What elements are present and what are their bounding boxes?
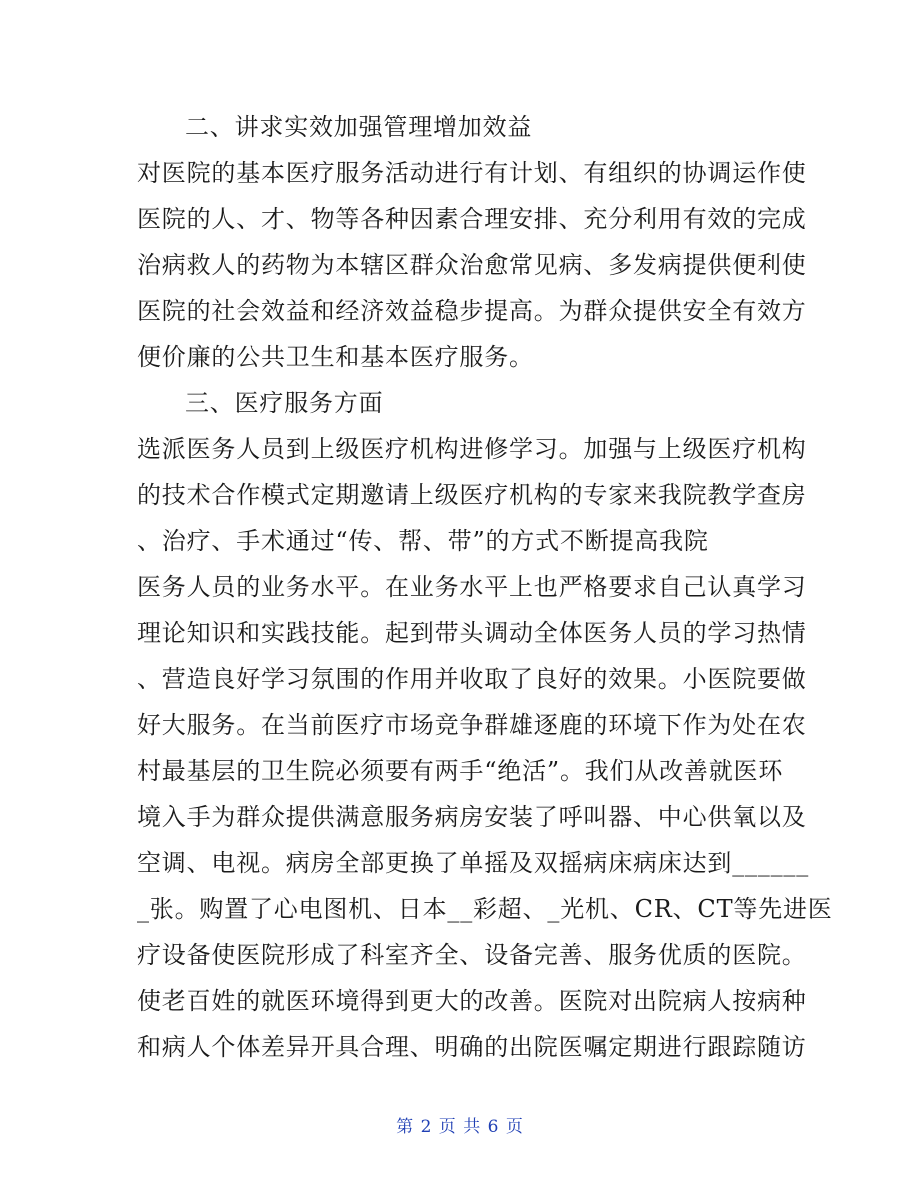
paragraph-line: 境入手为群众提供满意服务病房安装了呼叫器、中心供氧以及 <box>137 803 807 831</box>
paragraph-line: 对医院的基本医疗服务活动进行有计划、有组织的协调运作使 <box>137 159 807 187</box>
page-number-footer: 第 2 页 共 6 页 <box>396 1117 524 1137</box>
paragraph-line: 疗设备使医院形成了科室齐全、设备完善、服务优质的医院。 <box>137 941 807 969</box>
paragraph-line: 治病救人的药物为本辖区群众治愈常见病、多发病提供便利使 <box>137 251 807 279</box>
paragraph-line: 医院的人、才、物等各种因素合理安排、充分利用有效的完成 <box>137 205 807 233</box>
paragraph-line: 、治疗、手术通过“传、帮、带”的方式不断提高我院 <box>137 527 709 555</box>
paragraph-line: 、营造良好学习氛围的作用并收取了良好的效果。小医院要做 <box>137 665 807 693</box>
paragraph-line: _张。购置了心电图机、日本__彩超、_光机、CR、CT等先进医 <box>137 895 833 923</box>
section-heading-3: 三、医疗服务方面 <box>185 389 384 417</box>
paragraph-line: 空调、电视。病房全部更换了单摇及双摇病床病床达到______ <box>137 849 809 877</box>
document-body <box>137 104 833 1070</box>
paragraph-line: 和病人个体差异开具合理、明确的出院医嘱定期进行跟踪随访 <box>137 1033 807 1061</box>
paragraph-line: 使老百姓的就医环境得到更大的改善。医院对出院病人按病种 <box>137 987 807 1015</box>
paragraph-line: 便价廉的公共卫生和基本医疗服务。 <box>137 343 534 371</box>
paragraph-line: 医院的社会效益和经济效益稳步提高。为群众提供安全有效方 <box>137 297 807 325</box>
section-heading-2: 二、讲求实效加强管理增加效益 <box>185 113 533 141</box>
paragraph-line: 医务人员的业务水平。在业务水平上也严格要求自己认真学习 <box>137 573 807 601</box>
paragraph-line: 的技术合作模式定期邀请上级医疗机构的专家来我院教学查房 <box>137 481 807 509</box>
paragraph-line: 村最基层的卫生院必须要有两手“绝活”。我们从改善就医环 <box>137 757 784 785</box>
paragraph-line: 选派医务人员到上级医疗机构进修学习。加强与上级医疗机构 <box>137 435 807 463</box>
paragraph-line: 好大服务。在当前医疗市场竞争群雄逐鹿的环境下作为处在农 <box>137 711 807 739</box>
paragraph-line: 理论知识和实践技能。起到带头调动全体医务人员的学习热情 <box>137 619 807 647</box>
